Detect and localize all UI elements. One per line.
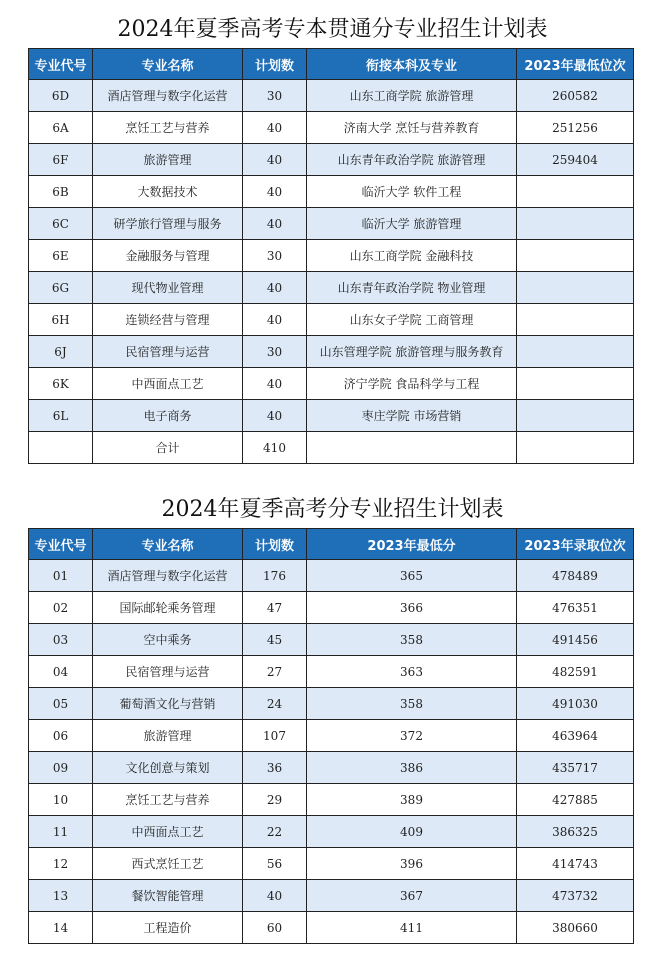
code-cell: 05 — [29, 688, 93, 720]
detail-cell: 363 — [307, 656, 517, 688]
detail-cell: 365 — [307, 560, 517, 592]
code-cell: 12 — [29, 848, 93, 880]
major-cell: 大数据技术 — [93, 176, 243, 208]
table-row — [29, 80, 634, 112]
table-row — [29, 112, 634, 144]
rank-cell — [517, 208, 634, 240]
detail-cell: 临沂大学 软件工程 — [307, 176, 517, 208]
rank-cell — [517, 304, 634, 336]
table-row — [29, 304, 634, 336]
major-cell: 烹饪工艺与营养 — [93, 112, 243, 144]
code-cell: 6A — [29, 112, 93, 144]
code-cell: 6C — [29, 208, 93, 240]
code-cell: 6B — [29, 176, 93, 208]
detail-cell: 386 — [307, 752, 517, 784]
detail-cell: 山东青年政治学院 旅游管理 — [307, 144, 517, 176]
header-plan: 计划数 — [243, 49, 307, 80]
header-code: 专业代号 — [29, 529, 93, 560]
code-cell: 6K — [29, 368, 93, 400]
code-cell: 6G — [29, 272, 93, 304]
code-cell: 14 — [29, 912, 93, 944]
rank-cell — [517, 400, 634, 432]
table-row — [29, 144, 634, 176]
plan-cell: 40 — [243, 176, 307, 208]
detail-cell: 366 — [307, 592, 517, 624]
major-cell: 工程造价 — [93, 912, 243, 944]
rank-cell — [517, 176, 634, 208]
detail-cell: 389 — [307, 784, 517, 816]
table-row — [29, 912, 634, 944]
plan-cell: 40 — [243, 368, 307, 400]
table-row — [29, 176, 634, 208]
major-cell: 连锁经营与管理 — [93, 304, 243, 336]
code-cell: 04 — [29, 656, 93, 688]
rank-cell — [517, 336, 634, 368]
major-cell: 烹饪工艺与营养 — [93, 784, 243, 816]
major-cell: 旅游管理 — [93, 720, 243, 752]
rank-cell: 478489 — [517, 560, 634, 592]
table-row — [29, 272, 634, 304]
major-cell: 西式烹饪工艺 — [93, 848, 243, 880]
detail-cell: 372 — [307, 720, 517, 752]
table-row — [29, 656, 634, 688]
rank-cell: 463964 — [517, 720, 634, 752]
major-cell: 旅游管理 — [93, 144, 243, 176]
table-row — [29, 752, 634, 784]
detail-cell: 临沂大学 旅游管理 — [307, 208, 517, 240]
code-cell: 03 — [29, 624, 93, 656]
rank-cell: 491030 — [517, 688, 634, 720]
table-row — [29, 240, 634, 272]
plan-cell: 40 — [243, 208, 307, 240]
header-min-score: 2023年最低分 — [307, 529, 517, 560]
header-rank: 2023年录取位次 — [517, 529, 634, 560]
code-cell: 01 — [29, 560, 93, 592]
major-cell: 空中乘务 — [93, 624, 243, 656]
table1-header-row — [29, 49, 634, 80]
rank-cell — [517, 240, 634, 272]
header-major: 专业名称 — [93, 529, 243, 560]
detail-cell: 358 — [307, 688, 517, 720]
major-cell: 酒店管理与数字化运营 — [93, 560, 243, 592]
detail-cell: 409 — [307, 816, 517, 848]
plan-cell: 56 — [243, 848, 307, 880]
detail-cell — [307, 432, 517, 464]
plan-cell: 30 — [243, 80, 307, 112]
plan-cell: 176 — [243, 560, 307, 592]
plan-cell: 40 — [243, 304, 307, 336]
major-cell: 中西面点工艺 — [93, 368, 243, 400]
header-code: 专业代号 — [29, 49, 93, 80]
detail-cell: 枣庄学院 市场营销 — [307, 400, 517, 432]
table2 — [28, 528, 634, 944]
major-cell: 葡萄酒文化与营销 — [93, 688, 243, 720]
detail-cell: 358 — [307, 624, 517, 656]
plan-cell: 60 — [243, 912, 307, 944]
plan-cell: 40 — [243, 400, 307, 432]
detail-cell: 367 — [307, 880, 517, 912]
code-cell: 09 — [29, 752, 93, 784]
plan-cell: 45 — [243, 624, 307, 656]
plan-cell: 40 — [243, 112, 307, 144]
plan-cell: 24 — [243, 688, 307, 720]
plan-cell: 410 — [243, 432, 307, 464]
plan-cell: 22 — [243, 816, 307, 848]
table2-header-row — [29, 529, 634, 560]
major-cell: 民宿管理与运营 — [93, 656, 243, 688]
code-cell: 11 — [29, 816, 93, 848]
code-cell: 06 — [29, 720, 93, 752]
table-row — [29, 624, 634, 656]
rank-cell — [517, 272, 634, 304]
plan-cell: 47 — [243, 592, 307, 624]
detail-cell: 411 — [307, 912, 517, 944]
detail-cell: 山东工商学院 金融科技 — [307, 240, 517, 272]
major-cell: 文化创意与策划 — [93, 752, 243, 784]
rank-cell: 260582 — [517, 80, 634, 112]
rank-cell: 386325 — [517, 816, 634, 848]
table-row — [29, 816, 634, 848]
table-row — [29, 208, 634, 240]
table-row — [29, 560, 634, 592]
table-row — [29, 720, 634, 752]
plan-cell: 40 — [243, 272, 307, 304]
table-row — [29, 336, 634, 368]
header-major: 专业名称 — [93, 49, 243, 80]
table-row — [29, 880, 634, 912]
major-cell: 中西面点工艺 — [93, 816, 243, 848]
major-cell: 研学旅行管理与服务 — [93, 208, 243, 240]
table-row — [29, 400, 634, 432]
detail-cell: 山东青年政治学院 物业管理 — [307, 272, 517, 304]
table1 — [28, 48, 634, 464]
detail-cell: 山东管理学院 旅游管理与服务教育 — [307, 336, 517, 368]
table-row — [29, 368, 634, 400]
code-cell: 6H — [29, 304, 93, 336]
code-cell — [29, 432, 93, 464]
rank-cell — [517, 368, 634, 400]
plan-cell: 40 — [243, 880, 307, 912]
rank-cell: 476351 — [517, 592, 634, 624]
header-rank: 2023年最低位次 — [517, 49, 634, 80]
detail-cell: 山东工商学院 旅游管理 — [307, 80, 517, 112]
plan-cell: 30 — [243, 240, 307, 272]
major-cell: 合计 — [93, 432, 243, 464]
rank-cell: 473732 — [517, 880, 634, 912]
detail-cell: 济南大学 烹饪与营养教育 — [307, 112, 517, 144]
table-row — [29, 784, 634, 816]
table-row — [29, 592, 634, 624]
table1-title: 2024年夏季高考专本贯通分专业招生计划表 — [117, 17, 548, 42]
code-cell: 10 — [29, 784, 93, 816]
header-plan: 计划数 — [243, 529, 307, 560]
rank-cell: 414743 — [517, 848, 634, 880]
detail-cell: 396 — [307, 848, 517, 880]
major-cell: 金融服务与管理 — [93, 240, 243, 272]
rank-cell: 251256 — [517, 112, 634, 144]
code-cell: 02 — [29, 592, 93, 624]
table-row — [29, 848, 634, 880]
rank-cell: 427885 — [517, 784, 634, 816]
rank-cell: 491456 — [517, 624, 634, 656]
rank-cell: 380660 — [517, 912, 634, 944]
major-cell: 电子商务 — [93, 400, 243, 432]
rank-cell — [517, 432, 634, 464]
code-cell: 6L — [29, 400, 93, 432]
major-cell: 民宿管理与运营 — [93, 336, 243, 368]
major-cell: 餐饮智能管理 — [93, 880, 243, 912]
code-cell: 6E — [29, 240, 93, 272]
code-cell: 6D — [29, 80, 93, 112]
plan-cell: 107 — [243, 720, 307, 752]
header-bachelor: 衔接本科及专业 — [307, 49, 517, 80]
plan-cell: 40 — [243, 144, 307, 176]
plan-cell: 29 — [243, 784, 307, 816]
detail-cell: 济宁学院 食品科学与工程 — [307, 368, 517, 400]
detail-cell: 山东女子学院 工商管理 — [307, 304, 517, 336]
rank-cell: 259404 — [517, 144, 634, 176]
major-cell: 国际邮轮乘务管理 — [93, 592, 243, 624]
plan-cell: 27 — [243, 656, 307, 688]
table2-title: 2024年夏季高考分专业招生计划表 — [161, 497, 504, 522]
code-cell: 6J — [29, 336, 93, 368]
rank-cell: 482591 — [517, 656, 634, 688]
plan-cell: 36 — [243, 752, 307, 784]
rank-cell: 435717 — [517, 752, 634, 784]
plan-cell: 30 — [243, 336, 307, 368]
major-cell: 酒店管理与数字化运营 — [93, 80, 243, 112]
table-row — [29, 688, 634, 720]
code-cell: 6F — [29, 144, 93, 176]
code-cell: 13 — [29, 880, 93, 912]
major-cell: 现代物业管理 — [93, 272, 243, 304]
table-row — [29, 432, 634, 464]
